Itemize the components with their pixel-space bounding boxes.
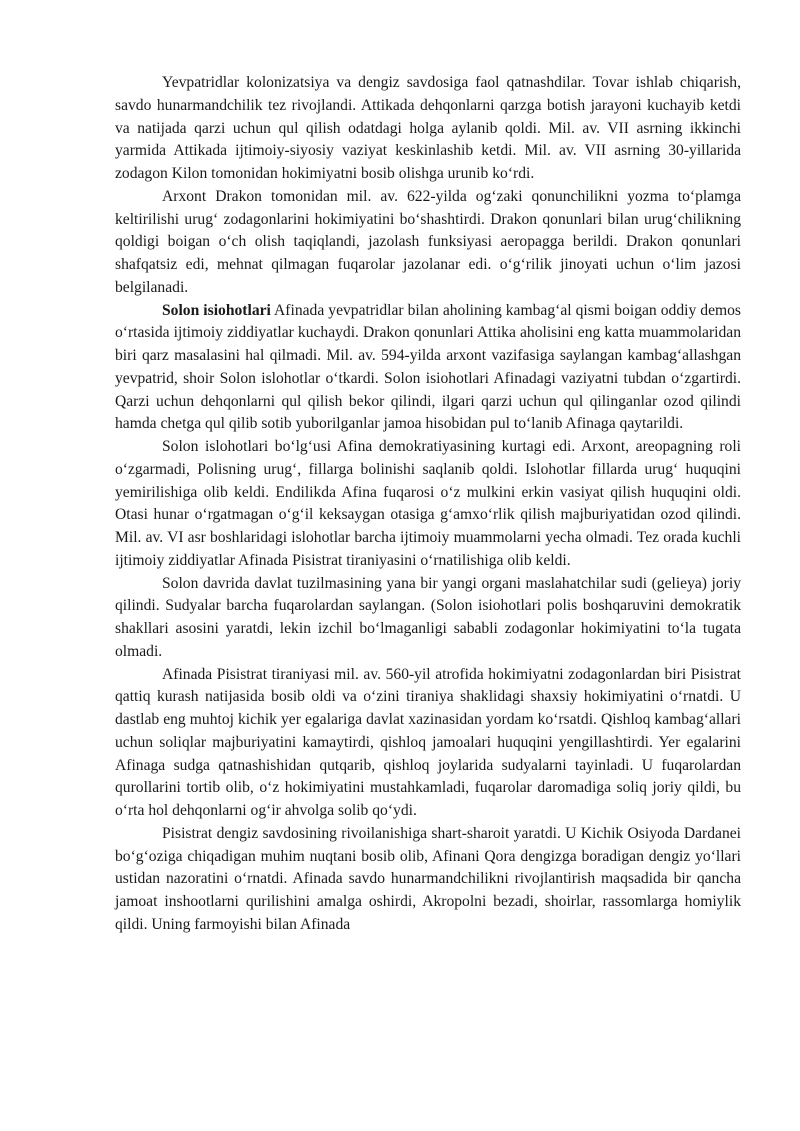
- paragraph-3: [115, 300, 741, 437]
- paragraph-2-text: Arxont Drakon tomonidan mil. av. 622-yilda og‘zaki qonunchilikni yozma to‘plamga keltirilishi urug‘ zodagonlarini hokimiyatini bo‘shashtirdi. Drakon qonunlari bilan urug‘chilikning qoldigi boigan o‘ch olish taqiqlandi, jazolash funksiyasi aeropagga berildi. Drakon qonunlari shafqatsiz edi, mehnat qilmagan fuqarolar jazolanar edi. o‘g‘rilik jinoyati uchun o‘lim jazosi belgilanadi.: [115, 187, 741, 296]
- paragraph-4: [115, 436, 741, 573]
- paragraph-6-text: Afinada Pisistrat tiraniyasi mil. av. 560-yil atrofida hokimiyatni zodagonlardan biri Pisistrat qattiq kurash natijasida bosib oldi va o‘zini tiraniya shaklidagi shaxsiy hokimiyatini o‘rnatdi. U dastlab eng muhtoj kichik yer egalariga davlat xazinasidan yordam ko‘rsatdi. Qishloq kambag‘allari uchun soliqlar majburiyatini kamaytirdi, qishloq jamoalari huquqini yengillashtirdi. Yer egalarini Afinaga sudga qatnashishidan qutqarib, qishloq joylarida sudyalarni tayinladi. U fuqarolardan qurollarini tortib olib, o‘z hokimiyatini mustahkamladi, fuqarolar daromadiga soliq joriy qildi, bu o‘rta hol dehqonlarni og‘ir ahvolga solib qo‘ydi.: [115, 665, 741, 819]
- paragraph-4-text: Solon islohotlari bo‘lg‘usi Afina demokratiyasining kurtagi edi. Arxont, areopagning roli o‘zgarmadi, Polisning urug‘, fillarga bolinishi saqlanib qoldi. Islohotlar fillarda urug‘ huquqini yemirilishiga olib keldi. Endilikda Afina fuqarosi o‘z mulkini erkin vasiyat qilish huquqini oldi. Otasi hunar o‘rgatmagan o‘g‘il keksaygan otasiga g‘amxo‘rlik qilish majburiyatidan ozod qilindi. Mil. av. VI asr boshlaridagi islohotlar barcha ijtimoiy muammolarni yecha olmadi. Tez orada kuchli ijtimoiy ziddiyatlar Afinada Pisistrat tiraniyasini o‘rnatilishiga olib keldi.: [115, 438, 741, 569]
- paragraph-2: [115, 186, 741, 300]
- paragraph-6: [115, 664, 741, 823]
- paragraph-1: [115, 72, 741, 186]
- paragraph-1-text: Yevpatridlar kolonizatsiya va dengiz savdosiga faol qatnashdilar. Tovar ishlab chiqarish, savdo hunarmandchilik tez rivojlandi. Attikada dehqonlarni qarzga botish jarayoni kuchayib ketdi va natijada qarzi uchun qul qilish odatdagi holga aylanib qoldi. Mil. av. VII asrning ikkinchi yarmida Attikada ijtimoiy-siyosiy vaziyat keskinlashib ketdi. Mil. av. VII asrning 30-yillarida zodagon Kilon tomonidan hokimiyatni bosib olishga urunib ko‘rdi.: [115, 74, 741, 182]
- paragraph-3-text: Afinada yevpatridlar bilan aholining kambag‘al qismi boigan oddiy demos o‘rtasida ijtimoiy ziddiyatlar kuchaydi. Drakon qonunlari Attika aholisini eng katta muammolaridan biri qarz masalasini hal qilmadi. Mil. av. 594-yilda arxont vazifasiga saylangan kambag‘allashgan yevpatrid, shoir Solon islohotlar o‘tkardi. Solon isiohotlari Afinadagi vaziyatni tubdan o‘zgartirdi. Qarzi uchun dehqonlarni qul qilish bekor qilindi, ilgari qarzi uchun qul qilinganlar ozod qilindi hamda chetga qul qilib sotib yuborilganlar jamoa hisobidan pul to‘lanib Afinaga qaytarildi.: [115, 301, 741, 433]
- document-page: [115, 72, 741, 937]
- paragraph-3-heading: Solon isiohotlari: [162, 301, 271, 319]
- paragraph-5-text: Solon davrida davlat tuzilmasining yana bir yangi organi maslahatchilar sudi (gelieya) joriy qilindi. Sudyalar barcha fuqarolardan saylangan. (Solon isiohotlari polis boshqaruvini demokratik shakllari asosini yaratdi, lekin izchil bo‘lmaganligi sababli zodagonlar hokimiyatini to‘la tugata olmadi.: [115, 574, 741, 660]
- paragraph-7: [115, 823, 741, 937]
- paragraph-7-text: Pisistrat dengiz savdosining rivoilanishiga shart-sharoit yaratdi. U Kichik Osiyoda Dardanei bo‘g‘oziga chiqadigan muhim nuqtani bosib olib, Afinani Qora dengizga boradigan dengiz yo‘llari ustidan nazoratini o‘rnatdi. Afinada savdo hunarmandchilikni rivojlantirish maqsadida bir qancha jamoat inshootlarni qurilishini amalga oshirdi, Akropolni bezadi, shoirlar, rassomlarga homiylik qildi. Uning farmoyishi bilan Afinada: [115, 824, 741, 933]
- paragraph-5: [115, 573, 741, 664]
